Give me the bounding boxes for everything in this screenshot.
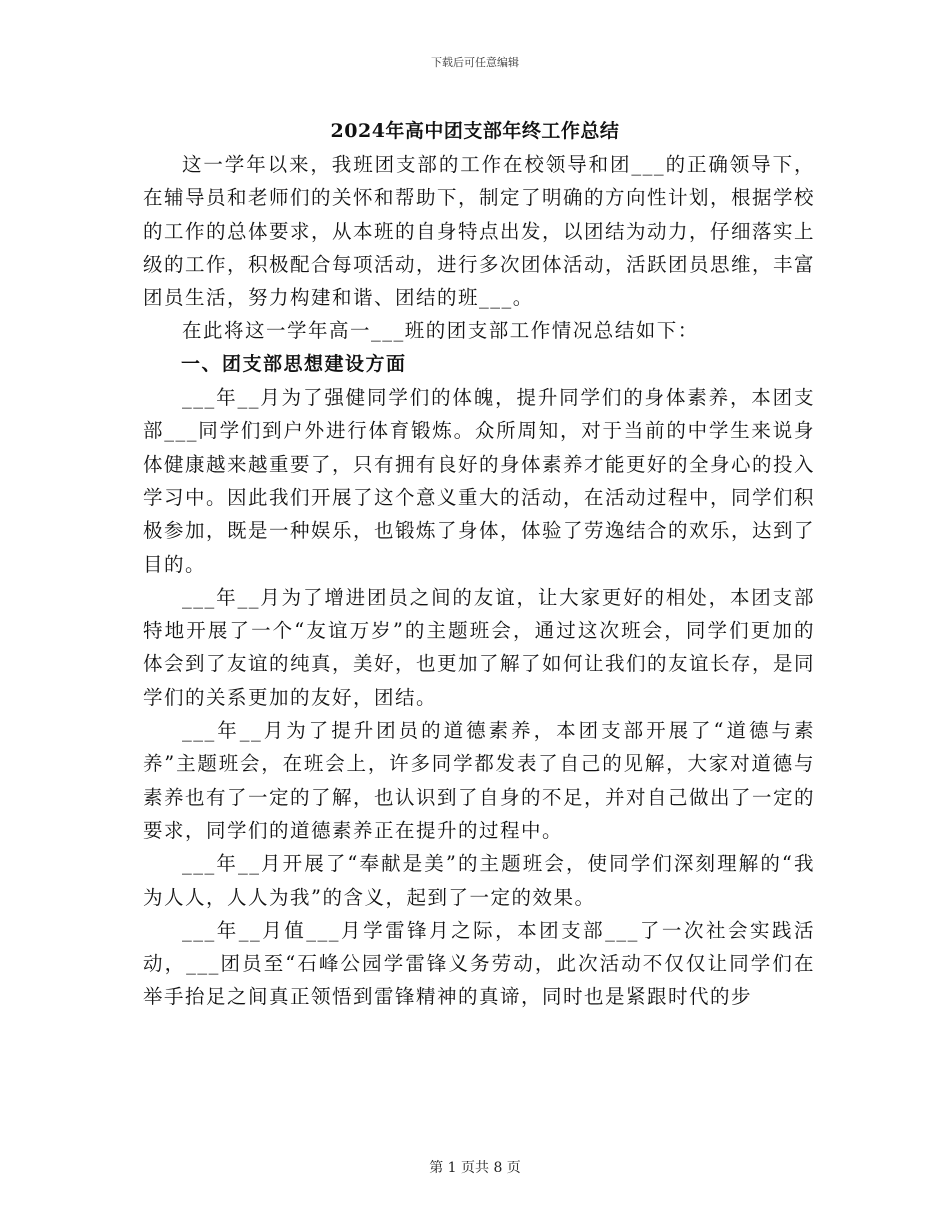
section-heading: 一、团支部思想建设方面	[181, 352, 407, 375]
document-title: 2024年高中团支部年终工作总结	[330, 120, 620, 142]
paragraph-sports-activity: ___年__月为了强健同学们的体魄，提升同学们的身体素养，本团支部___同学们到户外进行体育锻炼。众所周知，对于当前的中学生来说身体健康越来越重要了，只有拥有良好的身体素养才能更好的全身心的投入学习中。因此我们开展了这个意义重大的活动，在活动过程中，同学们积极参加，既是一种娱乐，也锻炼了身体，体验了劳逸结合的欢乐，达到了目的。	[143, 386, 816, 576]
paragraph-friendship-meeting: ___年__月为了增进团员之间的友谊，让大家更好的相处，本团支部特地开展了一个“友谊万岁”的主题班会，通过这次班会，同学们更加的体会到了友谊的纯真，美好，也更加了解了如何让我们的友谊长存，是同学们的关系更加的友好，团结。	[143, 585, 816, 709]
paragraph-summary-lead: 在此将这一学年高一___班的团支部工作情况总结如下：	[182, 319, 699, 343]
paragraph-intro: 这一学年以来，我班团支部的工作在校领导和团___的正确领导下，在辅导员和老师们的关怀和帮助下，制定了明确的方向性计划，根据学校的工作的总体要求，从本班的自身特点出发，以团结为动力，仔细落实上级的工作，积极配合每项活动，进行多次团体活动，活跃团员思维，丰富团员生活，努力构建和谐、团结的班___。	[143, 153, 816, 310]
document-body	[143, 148, 815, 1014]
paragraph-morality-meeting: ___年__月为了提升团员的道德素养，本团支部开展了“道德与素养”主题班会，在班会上，许多同学都发表了自己的见解，大家对道德与素养也有了一定的了解，也认识到了自身的不足，并对自己做出了一定的要求，同学们的道德素养正在提升的过程中。	[143, 719, 816, 842]
paragraph-leifeng-activity: ___年__月值___月学雷锋月之际，本团支部___了一次社会实践活动，___团员至“石峰公园学雷锋义务劳动，此次活动不仅仅让同学们在举手抬足之间真正领悟到雷锋精神的真谛，同时也是紧跟时代的步	[143, 918, 815, 1009]
header-note: 下载后可任意编辑	[431, 56, 519, 69]
page-number-footer: 第 1 页共 8 页	[429, 1160, 521, 1176]
paragraph-dedication-meeting: ___年__月开展了“奉献是美”的主题班会，使同学们深刻理解的“我为人人，人人为我”的含义，起到了一定的效果。	[143, 852, 815, 909]
